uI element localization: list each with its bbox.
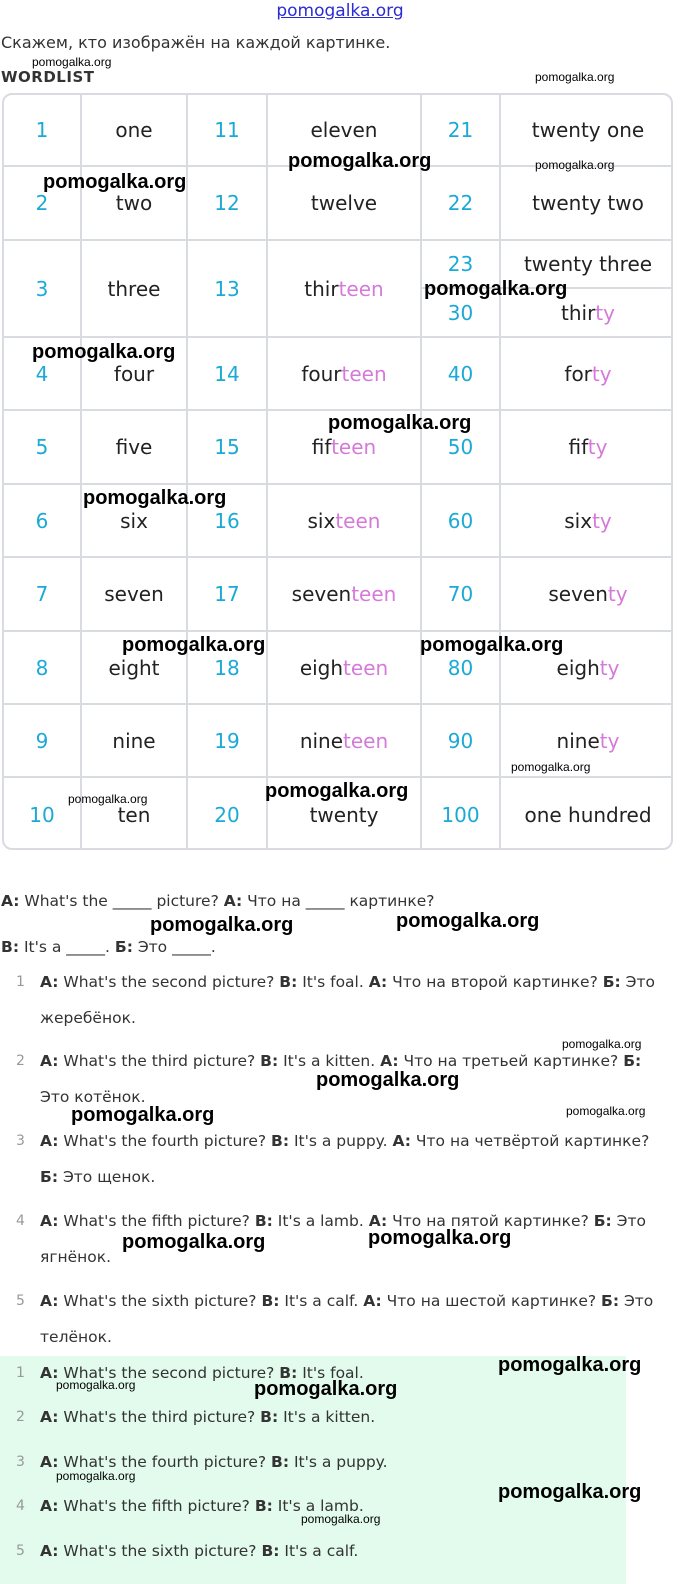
word-base: nine bbox=[112, 728, 156, 753]
word-label bbox=[116, 435, 153, 459]
word-base: eigh bbox=[299, 655, 344, 680]
word-base: twenty one bbox=[531, 118, 645, 142]
item-number: 1 bbox=[16, 974, 25, 990]
number-label: 80 bbox=[447, 655, 474, 680]
word-cell bbox=[268, 241, 422, 338]
number-cell bbox=[188, 558, 268, 632]
number-cell bbox=[422, 778, 501, 850]
number-cell bbox=[422, 167, 501, 241]
number-cell bbox=[422, 485, 501, 558]
word-base: six bbox=[564, 508, 593, 533]
word-base: nine bbox=[556, 728, 600, 753]
word-label bbox=[104, 582, 164, 606]
word-suffix: teen bbox=[331, 435, 377, 459]
watermark: pomogalka.org bbox=[265, 780, 409, 802]
watermark: pomogalka.org bbox=[498, 1354, 642, 1376]
number-cell bbox=[4, 632, 82, 705]
word-suffix: ty bbox=[607, 582, 628, 606]
word-label bbox=[312, 435, 376, 459]
word-base: seven bbox=[548, 582, 608, 606]
number-cell bbox=[4, 167, 82, 241]
word-suffix: teen bbox=[351, 582, 397, 606]
word-cell bbox=[501, 338, 673, 411]
word-suffix: teen bbox=[338, 276, 384, 301]
word-cell bbox=[82, 241, 188, 338]
word-cell bbox=[82, 167, 188, 241]
number-cell bbox=[422, 705, 501, 778]
item-number: 4 bbox=[16, 1213, 25, 1229]
pattern-line-1: A: What's the _____ picture? A: Что на _____ картинке? bbox=[1, 892, 435, 910]
word-cell bbox=[501, 241, 673, 289]
item-number: 2 bbox=[16, 1053, 25, 1069]
number-cell bbox=[422, 632, 501, 705]
word-cell bbox=[268, 167, 422, 241]
watermark: pomogalka.org bbox=[43, 171, 187, 193]
word-cell bbox=[268, 338, 422, 411]
word-label bbox=[118, 803, 151, 827]
number-label: 30 bbox=[447, 300, 474, 325]
number-cell bbox=[4, 338, 82, 411]
word-base: twelve bbox=[310, 191, 378, 215]
word-cell bbox=[268, 411, 422, 485]
word-cell bbox=[501, 778, 673, 850]
watermark: pomogalka.org bbox=[368, 1227, 512, 1249]
word-cell bbox=[82, 338, 188, 411]
watermark: pomogalka.org bbox=[316, 1069, 460, 1091]
number-cell bbox=[4, 778, 82, 850]
watermark: pomogalka.org bbox=[424, 278, 568, 300]
word-cell bbox=[268, 485, 422, 558]
number-cell bbox=[4, 558, 82, 632]
watermark: pomogalka.org bbox=[32, 55, 112, 69]
word-label bbox=[304, 277, 383, 301]
answer-item: 1 A: What's the second picture? B: It's foal. bbox=[16, 1364, 364, 1382]
watermark: pomogalka.org bbox=[420, 634, 564, 656]
word-base: eleven bbox=[310, 118, 378, 142]
watermark: pomogalka.org bbox=[68, 792, 148, 806]
watermark: pomogalka.org bbox=[328, 412, 472, 434]
number-label: 40 bbox=[447, 361, 474, 386]
watermark: pomogalka.org bbox=[122, 1231, 266, 1253]
word-label bbox=[557, 729, 620, 753]
word-cell bbox=[501, 558, 673, 632]
answer-item: 3 A: What's the fourth picture? B: It's a puppy. bbox=[16, 1453, 388, 1471]
site-link[interactable]: pomogalka.org bbox=[276, 1, 404, 21]
word-cell bbox=[501, 289, 673, 338]
watermark: pomogalka.org bbox=[150, 914, 294, 936]
number-cell bbox=[188, 778, 268, 850]
exercise-item: 3 A: What's the fourth picture? B: It's a puppy. A: Что на четвёртой картинке? Б: Это щенок. bbox=[0, 1123, 670, 1195]
number-label: 50 bbox=[447, 435, 474, 459]
word-base: for bbox=[564, 361, 592, 386]
word-base: fif bbox=[311, 435, 332, 459]
number-label: 7 bbox=[35, 582, 49, 606]
word-base: fif bbox=[568, 435, 588, 459]
number-label: 11 bbox=[214, 118, 240, 142]
word-cell bbox=[268, 705, 422, 778]
word-label bbox=[557, 656, 620, 680]
word-base: ten bbox=[117, 803, 151, 827]
number-cell bbox=[188, 338, 268, 411]
number-label: 23 bbox=[447, 252, 474, 276]
word-base: thir bbox=[561, 300, 596, 325]
word-cell bbox=[82, 632, 188, 705]
exercise-item: 5 A: What's the sixth picture? B: It's a calf. A: Что на шестой картинке? Б: Это телёнок. bbox=[0, 1283, 670, 1355]
word-suffix: ty bbox=[595, 300, 615, 325]
word-base: three bbox=[107, 276, 161, 301]
word-suffix: teen bbox=[343, 655, 389, 680]
watermark: pomogalka.org bbox=[32, 341, 176, 363]
word-base: twenty two bbox=[532, 191, 644, 215]
word-base: four bbox=[301, 361, 342, 386]
word-base: four bbox=[113, 361, 155, 386]
word-label bbox=[524, 803, 651, 827]
watermark: pomogalka.org bbox=[511, 760, 591, 774]
word-label bbox=[120, 509, 148, 533]
watermark: pomogalka.org bbox=[498, 1481, 642, 1503]
word-base: nine bbox=[299, 728, 344, 753]
number-cell bbox=[422, 289, 501, 338]
number-cell bbox=[4, 241, 82, 338]
word-cell bbox=[82, 95, 188, 167]
number-label: 70 bbox=[447, 582, 474, 606]
word-suffix: teen bbox=[335, 508, 381, 533]
word-base: seven bbox=[104, 582, 164, 606]
number-cell bbox=[188, 411, 268, 485]
answer-item: 4 A: What's the fifth picture? B: It's a lamb. bbox=[16, 1497, 364, 1515]
word-label bbox=[108, 277, 161, 301]
word-suffix: ty bbox=[599, 655, 620, 680]
number-cell bbox=[188, 167, 268, 241]
item-number: 5 bbox=[16, 1543, 25, 1559]
word-cell bbox=[82, 485, 188, 558]
number-cell bbox=[188, 632, 268, 705]
watermark: pomogalka.org bbox=[566, 1104, 646, 1118]
number-cell bbox=[4, 411, 82, 485]
word-cell bbox=[268, 95, 422, 167]
watermark: pomogalka.org bbox=[56, 1378, 136, 1392]
number-cell bbox=[4, 705, 82, 778]
number-label: 5 bbox=[35, 435, 49, 459]
word-suffix: ty bbox=[599, 728, 620, 753]
word-base: twenty three bbox=[523, 252, 653, 276]
pattern-line-2: B: It's a _____. Б: Это _____. bbox=[1, 938, 216, 956]
number-cell bbox=[188, 485, 268, 558]
number-label: 4 bbox=[35, 361, 49, 386]
number-label: 16 bbox=[214, 508, 240, 533]
watermark: pomogalka.org bbox=[254, 1378, 398, 1400]
number-label: 12 bbox=[214, 191, 240, 215]
item-number: 3 bbox=[16, 1454, 25, 1470]
number-label: 14 bbox=[214, 361, 240, 386]
number-label: 3 bbox=[35, 276, 49, 301]
word-base: twenty bbox=[309, 803, 379, 827]
word-label bbox=[311, 118, 378, 142]
watermark: pomogalka.org bbox=[535, 70, 615, 84]
watermark: pomogalka.org bbox=[562, 1037, 642, 1051]
word-label bbox=[300, 656, 388, 680]
watermark: pomogalka.org bbox=[83, 487, 227, 509]
watermark: pomogalka.org bbox=[56, 1469, 136, 1483]
word-label bbox=[561, 301, 615, 325]
number-label: 100 bbox=[441, 803, 480, 827]
word-cell bbox=[82, 558, 188, 632]
word-label bbox=[548, 582, 627, 606]
watermark: pomogalka.org bbox=[535, 158, 615, 172]
word-label bbox=[308, 509, 381, 533]
word-cell bbox=[501, 485, 673, 558]
word-cell bbox=[268, 778, 422, 850]
word-label bbox=[114, 362, 154, 386]
word-label bbox=[532, 191, 644, 215]
number-cell bbox=[422, 95, 501, 167]
word-suffix: teen bbox=[343, 728, 389, 753]
number-cell bbox=[188, 241, 268, 338]
number-cell bbox=[4, 95, 82, 167]
exercise-item: 4 A: What's the fifth picture? B: It's a lamb. A: Что на пятой картинке? Б: Это ягнёнок. bbox=[0, 1203, 670, 1275]
word-label bbox=[311, 191, 377, 215]
word-label bbox=[112, 729, 155, 753]
number-label: 20 bbox=[214, 803, 240, 827]
number-label: 18 bbox=[214, 655, 240, 680]
number-cell bbox=[422, 338, 501, 411]
word-label bbox=[524, 252, 652, 276]
word-base: one hundred bbox=[524, 803, 652, 827]
word-label bbox=[569, 435, 608, 459]
word-base: seven bbox=[291, 582, 352, 606]
word-label bbox=[532, 118, 644, 142]
word-cell bbox=[501, 167, 673, 241]
answer-item: 2 A: What's the third picture? B: It's a kitten. bbox=[16, 1408, 376, 1426]
number-label: 19 bbox=[214, 728, 240, 753]
watermark: pomogalka.org bbox=[301, 1512, 381, 1526]
word-base: eight bbox=[108, 655, 160, 680]
word-cell bbox=[501, 705, 673, 778]
word-base: two bbox=[115, 191, 153, 215]
word-label bbox=[115, 118, 152, 142]
number-cell bbox=[422, 558, 501, 632]
word-cell bbox=[501, 411, 673, 485]
instruction-text: Скажем, кто изображён на каждой картинке. bbox=[1, 33, 391, 52]
item-number: 4 bbox=[16, 1498, 25, 1514]
answer-item: 5 A: What's the sixth picture? B: It's a calf. bbox=[16, 1542, 359, 1560]
number-label: 2 bbox=[35, 191, 49, 215]
word-base: six bbox=[120, 508, 148, 533]
number-label: 8 bbox=[35, 655, 49, 680]
number-label: 17 bbox=[214, 582, 240, 606]
number-label: 60 bbox=[447, 508, 474, 533]
word-cell bbox=[82, 778, 188, 850]
number-label: 90 bbox=[447, 728, 474, 753]
word-base: thir bbox=[304, 276, 339, 301]
watermark: pomogalka.org bbox=[71, 1104, 215, 1126]
word-cell bbox=[268, 632, 422, 705]
word-base: one bbox=[115, 118, 153, 142]
number-cell bbox=[188, 705, 268, 778]
word-label bbox=[116, 191, 152, 215]
number-label: 1 bbox=[35, 118, 49, 142]
word-label bbox=[301, 362, 386, 386]
word-label bbox=[564, 362, 611, 386]
number-cell bbox=[188, 95, 268, 167]
number-cell bbox=[422, 241, 501, 289]
number-label: 21 bbox=[447, 118, 474, 142]
number-label: 6 bbox=[35, 508, 49, 533]
number-label: 22 bbox=[447, 191, 474, 215]
word-base: six bbox=[307, 508, 336, 533]
word-suffix: teen bbox=[341, 361, 387, 386]
word-suffix: ty bbox=[591, 361, 612, 386]
word-cell bbox=[82, 411, 188, 485]
number-cell bbox=[422, 411, 501, 485]
item-number: 2 bbox=[16, 1409, 25, 1425]
exercise-item: 2 A: What's the third picture? B: It's a kitten. A: Что на третьей картинке? Б: Это котёнок. bbox=[0, 1043, 670, 1115]
watermark: pomogalka.org bbox=[122, 634, 266, 656]
word-label bbox=[564, 509, 612, 533]
item-number: 5 bbox=[16, 1293, 25, 1309]
word-label bbox=[300, 729, 388, 753]
item-number: 3 bbox=[16, 1133, 25, 1149]
watermark: pomogalka.org bbox=[288, 150, 432, 172]
word-label bbox=[108, 656, 159, 680]
word-base: five bbox=[115, 435, 153, 459]
word-label bbox=[292, 582, 397, 606]
word-cell bbox=[268, 558, 422, 632]
number-label: 15 bbox=[214, 435, 240, 459]
exercise-item: 1 A: What's the second picture? B: It's foal. A: Что на второй картинке? Б: Это жеребёнок. bbox=[0, 964, 670, 1036]
word-cell bbox=[82, 705, 188, 778]
word-suffix: ty bbox=[592, 508, 612, 533]
item-number: 1 bbox=[16, 1365, 25, 1381]
number-label: 10 bbox=[29, 803, 55, 827]
word-cell bbox=[501, 632, 673, 705]
number-cell bbox=[4, 485, 82, 558]
word-cell bbox=[501, 95, 673, 167]
word-base: eigh bbox=[556, 655, 600, 680]
wordlist-title: WORDLIST bbox=[1, 68, 95, 86]
number-label: 9 bbox=[35, 728, 49, 753]
watermark: pomogalka.org bbox=[396, 910, 540, 932]
number-label: 13 bbox=[214, 276, 240, 301]
word-label bbox=[310, 803, 379, 827]
word-suffix: ty bbox=[587, 435, 608, 459]
wordlist-table bbox=[2, 93, 673, 850]
